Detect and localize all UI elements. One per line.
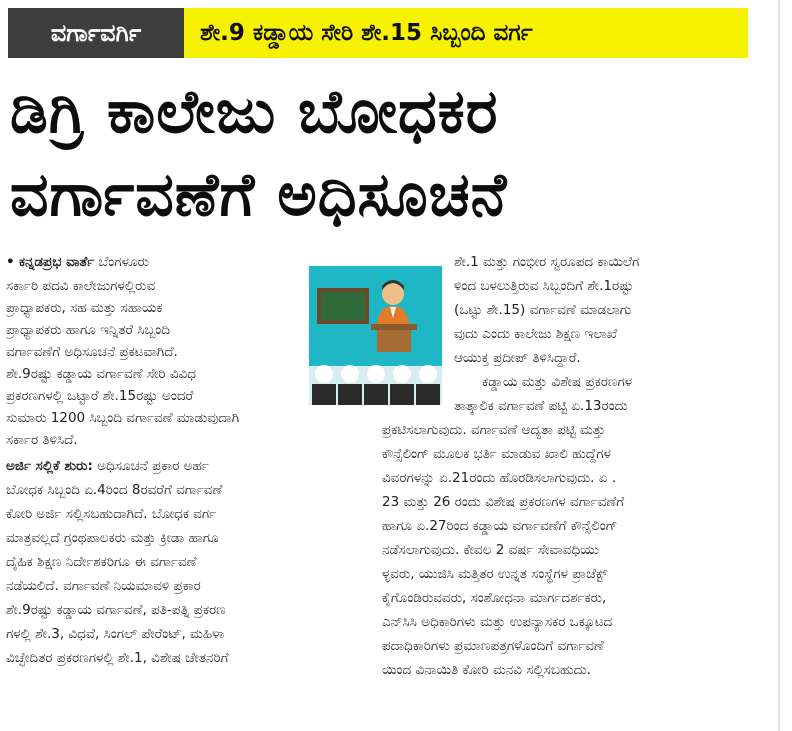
left-line: ನಡೆಯಲಿದೆ. ವರ್ಗಾವಣೆ ನಿಯಮಾವಳಿ ಪ್ರಕಾರ (6, 578, 201, 594)
byline-place: ಬೆಂಗಳೂರು (98, 254, 149, 270)
left-line: ಸರ್ಕಾರಿ ಪದವಿ ಕಾಲೇಜುಗಳಲ್ಲಿರುವ (6, 278, 156, 294)
kicker-tag: ವರ್ಗಾವರ್ಗಿ (8, 8, 184, 58)
left-line: ವಿಚ್ಛೇದಿತರ ಪ್ರಕರಣಗಳಲ್ಲಿ ಶೇ.1, ವಿಶೇಷ ಚೇತನರಿಗೆ (6, 650, 229, 666)
right-line: ಳ್ಳವರು, ಯುಜಿಸಿ ಮತ್ತಿತರ ಉನ್ನತ ಸಂಸ್ಥೆಗಳ ಪ್ರಾಜೆಕ್ಟ್ (382, 566, 608, 582)
headline-line-1: ಡಿಗ್ರಿ ಕಾಲೇಜು ಬೋಧಕರ (10, 77, 499, 147)
left-line: ಸುಮಾರು 1200 ಸಿಬ್ಬಂದಿ ವರ್ಗಾವಣೆ ಮಾಡುವುದಾಗಿ (6, 410, 240, 426)
right-line: ಕಡ್ಡಾಯ ಮತ್ತು ವಿಶೇಷ ಪ್ರಕರಣಗಳ (482, 374, 633, 390)
left-line: ಕೋರಿ ಅರ್ಜಿ ಸಲ್ಲಿಸಬಹುದಾಗಿದೆ. ಬೋಧಕ ವರ್ಗ (6, 506, 217, 522)
right-line: (ಒಟ್ಟು ಶೇ.15) ವರ್ಗಾವಣೆ ಮಾಡಲಾಗು (454, 302, 632, 318)
right-line: ತಾತ್ಕಾಲಿಕ ವರ್ಗಾವಣೆ ಪಟ್ಟಿ ಏ.13ರಂದು (454, 398, 628, 414)
byline-bullet: • (6, 254, 15, 270)
right-line: ಹಾಗೂ ಏ.27ರಿಂದ ಕಡ್ಡಾಯ ವರ್ಗಾವಣೆಗೆ ಕೌನ್ಸೆಲಿಂಗ್ (382, 518, 618, 534)
right-line: ಕೌನ್ಸೆಲಿಂಗ್ ಮೂಲಕ ಭರ್ತಿ ಮಾಡುವ ಖಾಲಿ ಹುದ್ದೆಗಳ (382, 446, 611, 462)
left-line: ಗಳಲ್ಲಿ ಶೇ.3, ವಿಧವೆ, ಸಿಂಗಲ್ ಪೇರೆಂಟ್, ಮಹಿಳಾ (6, 626, 225, 642)
left-line: ಸರ್ಕಾರ ತಿಳಿಸಿದೆ. (6, 432, 78, 448)
right-line: ನಡೆಸಲಾಗುವುದು. ಕೇವಲ 2 ವರ್ಷ ಸೇವಾವಧಿಯು (382, 542, 599, 558)
subhead-rest: ಅಧಿಸೂಚನೆ ಪ್ರಕಾರ ಅರ್ಹ (97, 458, 209, 474)
left-line: ಮಾತ್ರವಲ್ಲದೆ ಗ್ರಂಥಪಾಲಕರು ಮತ್ತು ಕ್ರೀಡಾ ಹಾಗೂ (6, 530, 219, 546)
left-line: ಶೇ.9ರಷ್ಟು ಕಡ್ಡಾಯ ವರ್ಗಾವಣೆ, ಪತಿ-ಪತ್ನಿ ಪ್ರಕರಣ (6, 602, 226, 618)
right-line: ಶೇ.1 ಮತ್ತು ಗಂಭೀರ ಸ್ವರೂಪದ ಕಾಯಿಲೆಗ (454, 254, 640, 270)
right-line: ಳಿಂದ ಬಳಲುತ್ತಿರುವ ಸಿಬ್ಬಂದಿಗೆ ಶೇ.1ರಷ್ಟು (454, 278, 634, 294)
right-line: ಪದಾಧಿಕಾರಿಗಳು ಪ್ರಮಾಣಪತ್ರಗಳೊಂದಿಗೆ ವರ್ಗಾವಣೆ (382, 638, 604, 654)
right-line: ಕೈಗೊಂಡಿರುವವರು, ಸಂಶೋಧನಾ ಮಾರ್ಗದರ್ಶಕರು, (382, 590, 607, 606)
subhead-label: ಅರ್ಜಿ ಸಲ್ಲಿಕೆ ಶುರು: (6, 458, 93, 474)
left-line: ಬೋಧಕ ಸಿಬ್ಬಂದಿ ಏ.4ರಿಂದ 8ರವರೆಗೆ ವರ್ಗಾವಣೆ (6, 482, 223, 498)
right-line: ಎನ್‌ಸಿಸಿ ಅಧಿಕಾರಿಗಳು ಮತ್ತು ಉಪನ್ಯಾಸಕರ ಒಕ್ಕೂಟದ (382, 614, 613, 630)
kicker-text: ಶೇ.9 ಕಡ್ಡಾಯ ಸೇರಿ ಶೇ.15 ಸಿಬ್ಬಂದಿ ವರ್ಗ (200, 20, 533, 46)
byline-source: ಕನ್ನಡಪ್ರಭ ವಾರ್ತೆ (18, 254, 95, 270)
left-line: ಶೇ.9ರಷ್ಟು ಕಡ್ಡಾಯ ವರ್ಗಾವಣೆ ಸೇರಿ ವಿವಿಧ (6, 366, 196, 382)
right-line: ಆಯುಕ್ತ ಪ್ರದೀಪ್ ತಿಳಿಸಿದ್ದಾರೆ. (454, 350, 581, 366)
right-line: 23 ಮತ್ತು 26 ರಂದು ವಿಶೇಷ ಪ್ರಕರಣಗಳ ವರ್ಗಾವಣೆಗೆ (382, 494, 625, 510)
left-line: ದೈಹಿಕ ಶಿಕ್ಷಣ ನಿರ್ದೇಶಕರಿಗೂ ಈ ವರ್ಗಾವಣೆ (6, 554, 197, 570)
right-line: ಪ್ರಕಟಿಸಲಾಗುವುದು. ವರ್ಗಾವಣೆ ಆದ್ಯತಾ ಪಟ್ಟಿ ಮತ್ತು (382, 422, 606, 438)
left-line: ಪ್ರಾಧ್ಯಾಪಕರು ಹಾಗೂ ಇನ್ನಿತರೆ ಸಿಬ್ಬಂದಿ (6, 322, 170, 338)
right-line: ವಿವರಗಳನ್ನು ಏ.21ರಂದು ಹೊರಡಿಸಲಾಗುವುದು. ಏ . (382, 470, 616, 486)
left-line: ಪ್ರಕರಣಗಳಲ್ಲಿ ಒಟ್ಟಾರೆ ಶೇ.15ರಷ್ಟು ಅಂದರೆ (6, 388, 194, 404)
right-line: ವುದು ಎಂದು ಕಾಲೇಜು ಶಿಕ್ಷಣ ಇಲಾಖೆ (454, 326, 618, 342)
right-line: ಯಿಂದ ವಿನಾಯಿತಿ ಕೋರಿ ಮನವಿ ಸಲ್ಲಿಸಬಹುದು. (382, 662, 591, 678)
left-line: ವರ್ಗಾವಣೆಗೆ ಅಧಿಸೂಚನೆ ಪ್ರಕಟವಾಗಿದೆ. (6, 344, 178, 360)
subhead-line (6, 456, 368, 476)
page-edge-rule (778, 0, 780, 731)
teacher-classroom-icon (309, 266, 442, 405)
left-line: ಪ್ರಾಧ್ಯಾಪಕರು, ಸಹ ಮತ್ತು ಸಹಾಯಕ (6, 300, 163, 316)
headline-line-2: ವರ್ಗಾವಣೆಗೆ ಅಧಿಸೂಚನೆ (10, 160, 508, 230)
